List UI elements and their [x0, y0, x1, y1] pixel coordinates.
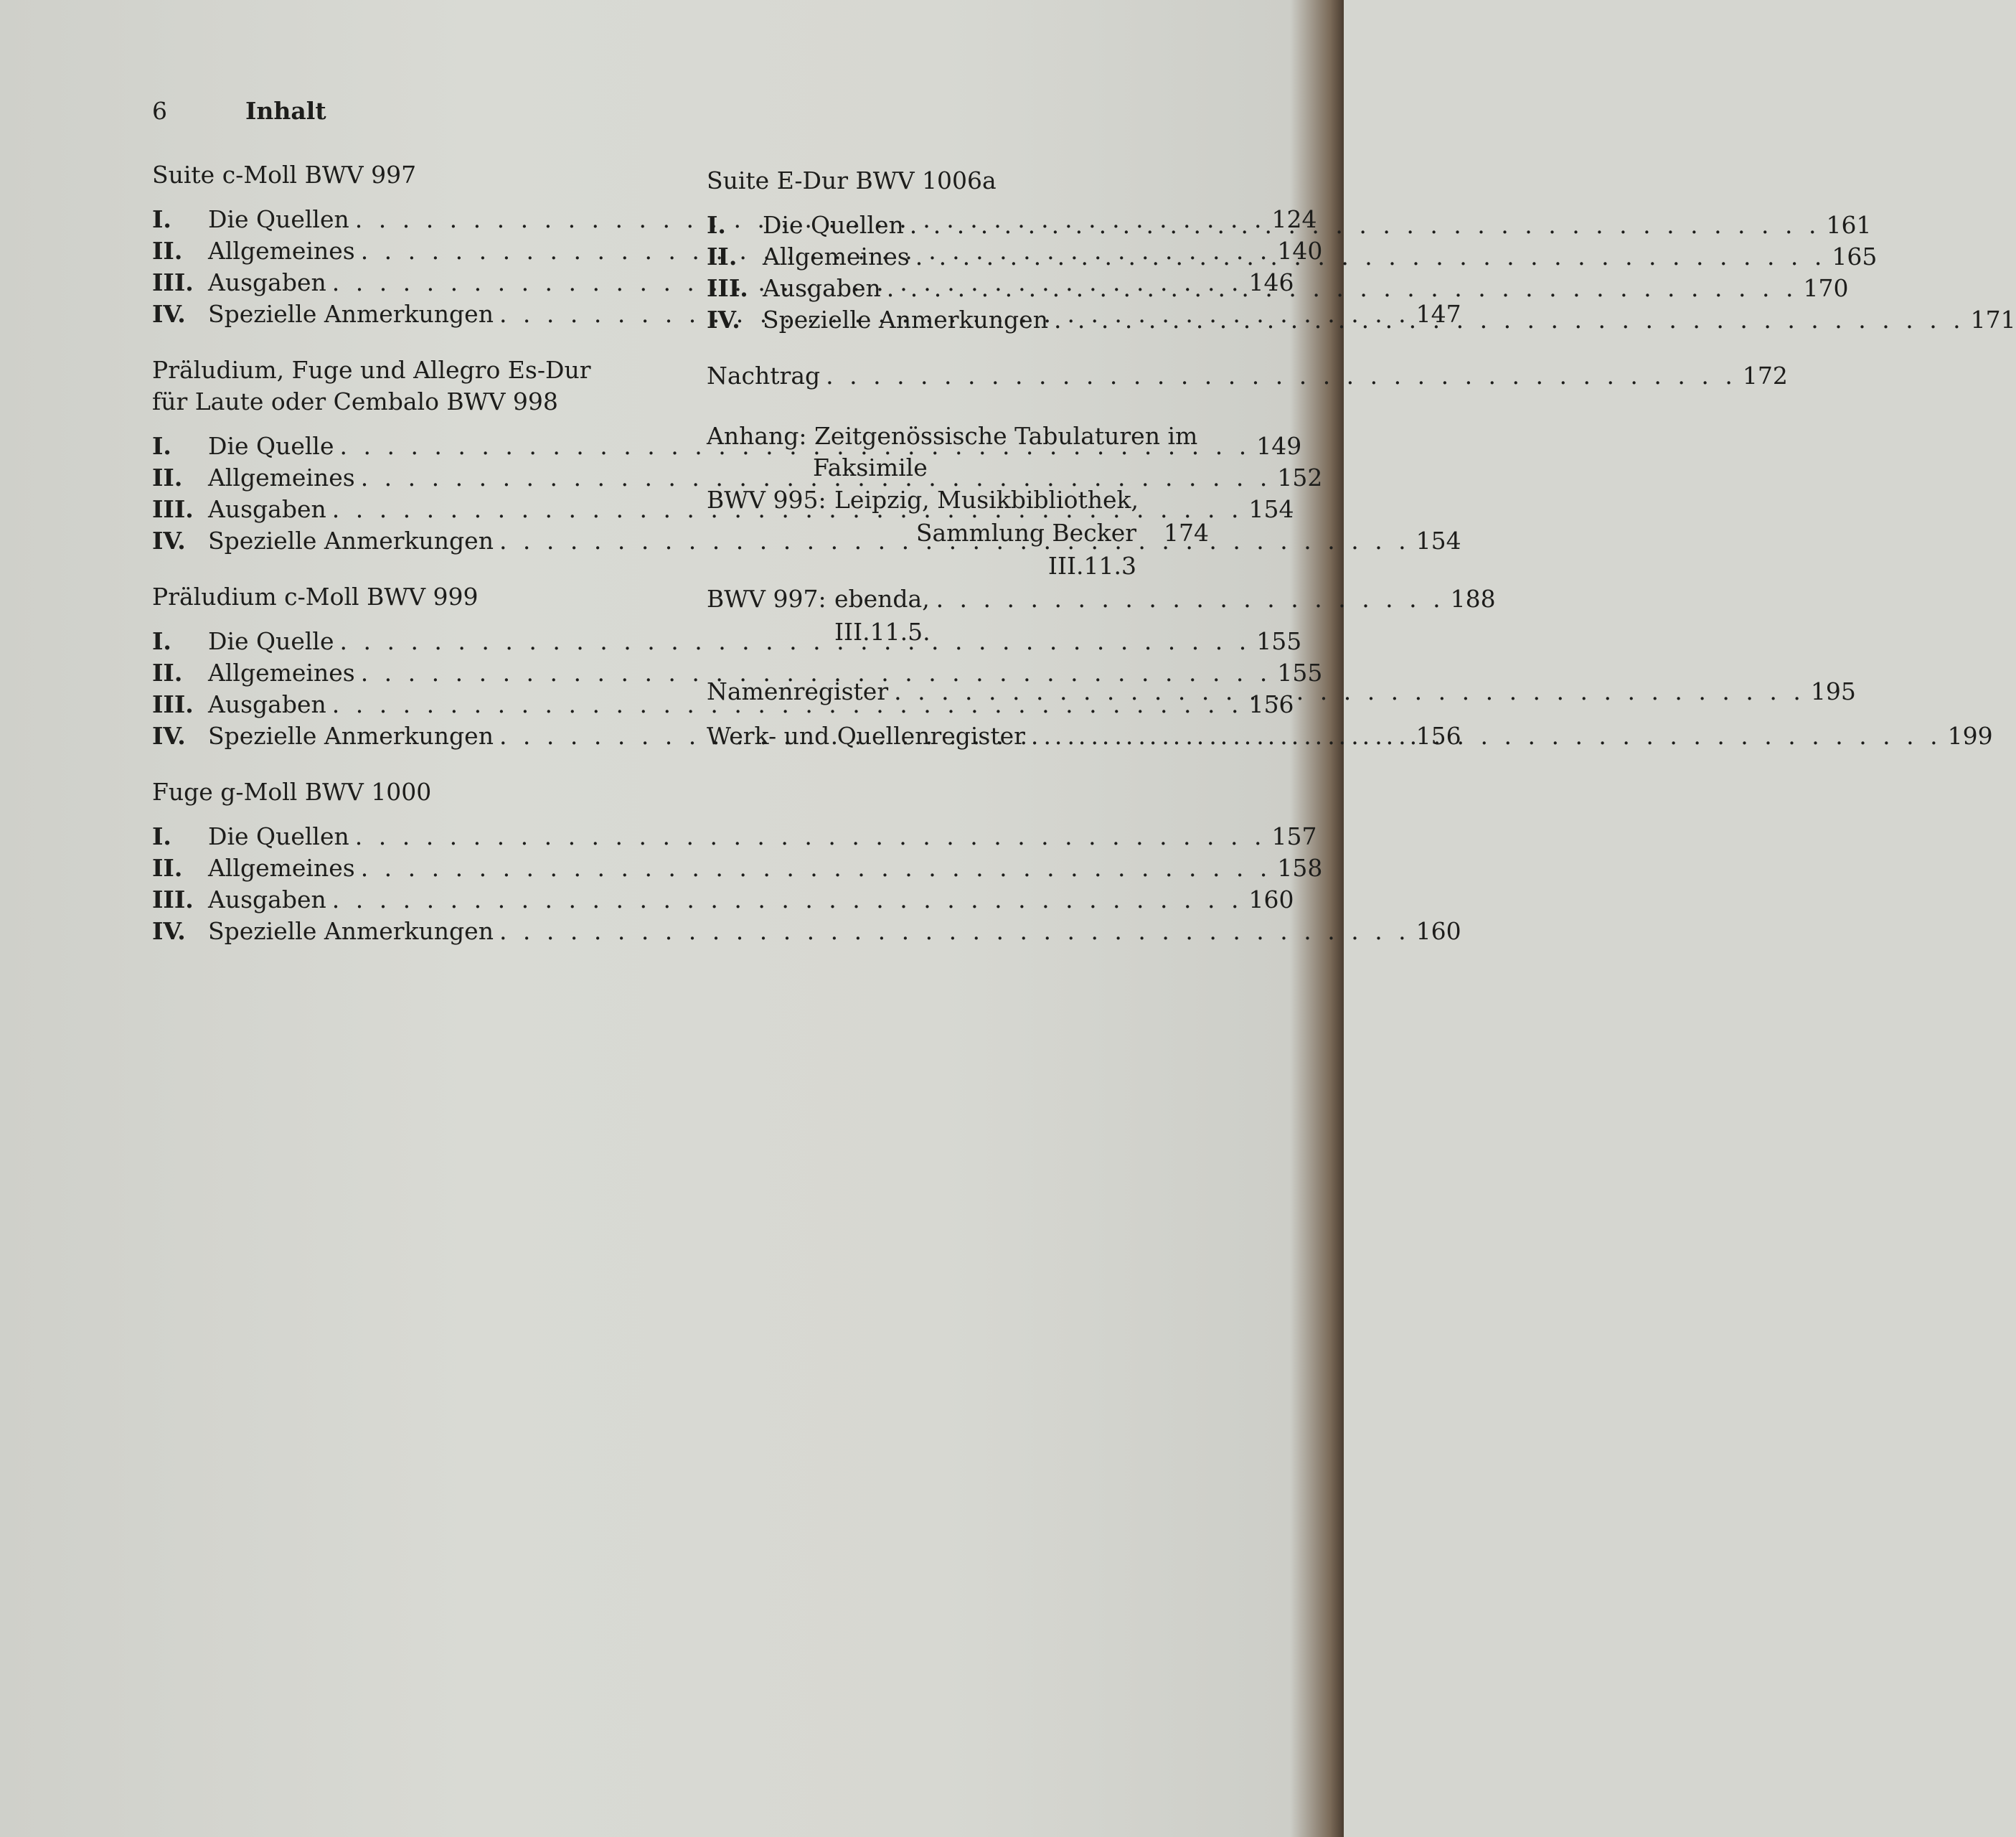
toc-entry[interactable]: I. Die Quellen . . . 124	[152, 204, 658, 235]
section-title: Suite E-Dur BWV 1006a	[707, 166, 997, 194]
toc-entry-namenregister[interactable]: Namenregister . . . 195	[707, 676, 1209, 708]
section-title: Präludium, Fuge und Allegro Es-Dur für Laute oder Cembalo BWV 998	[152, 356, 591, 415]
toc-entry-werkregister[interactable]: Werk- und Quellenregister . . . 199	[707, 720, 1209, 752]
toc-entry[interactable]: II. Allgemeines . . . 165	[707, 241, 1209, 273]
section-title: Anhang: Zeitgenössische Tabulaturen im Faksimile	[707, 422, 1198, 481]
toc-section-bwv1000	[152, 776, 1461, 947]
toc-entry[interactable]: III. Ausgaben . . . 170	[707, 273, 1209, 304]
toc-entry[interactable]: II. Allgemeines . . . 152	[152, 462, 658, 494]
toc-entry[interactable]: III. Ausgaben . . . 146	[152, 267, 658, 299]
section-title: Präludium c-Moll BWV 999	[152, 583, 479, 611]
section-title: Suite c-Moll BWV 997	[152, 161, 417, 189]
toc-entry[interactable]: BWV 995: Leipzig, Musikbibliothek, Sammlung Becker III.11.3 174	[707, 486, 1209, 580]
toc-entry[interactable]: II. Allgemeines . . . 155	[152, 657, 658, 689]
toc-entry[interactable]: II. Allgemeines . . . 158	[152, 852, 658, 884]
toc-entry[interactable]: IV. Spezielle Anmerkungen . . . 147	[152, 299, 658, 330]
toc-entry[interactable]: I. Die Quellen . . . 161	[707, 210, 1209, 241]
toc-entry[interactable]: III. Ausgaben . . . 154	[152, 494, 658, 525]
toc-entry[interactable]: III. Ausgaben . . . 160	[152, 884, 658, 916]
toc-entry-nachtrag[interactable]: Nachtrag . . . 172	[707, 360, 1209, 392]
toc-entry[interactable]: III. Ausgaben . . . 156	[152, 689, 658, 720]
page-number: 6	[152, 97, 167, 125]
section-title: Fuge g-Moll BWV 1000	[152, 778, 432, 806]
toc-entry[interactable]: I. Die Quellen . . . 157	[152, 821, 658, 852]
toc-entry[interactable]: IV. Spezielle Anmerkungen . . . 154	[152, 525, 658, 557]
toc-entry[interactable]: I. Die Quelle . . . 149	[152, 431, 658, 462]
toc-entry[interactable]: BWV 997: ebenda, III.11.5. . . . . . . . . . . . . . . . . . . . . . . 188	[707, 585, 1496, 646]
toc-entry[interactable]: IV. Spezielle Anmerkungen . . . 171	[707, 304, 1209, 336]
toc-entry[interactable]: IV. Spezielle Anmerkungen . . . 156	[152, 720, 658, 752]
page-title: Inhalt	[245, 97, 326, 125]
toc-entry[interactable]: II. Allgemeines . . . 140	[152, 235, 658, 267]
toc-entry[interactable]: I. Die Quelle . . . 155	[152, 626, 658, 657]
toc-entry[interactable]: IV. Spezielle Anmerkungen . . . 160	[152, 916, 658, 947]
running-head	[152, 97, 326, 125]
